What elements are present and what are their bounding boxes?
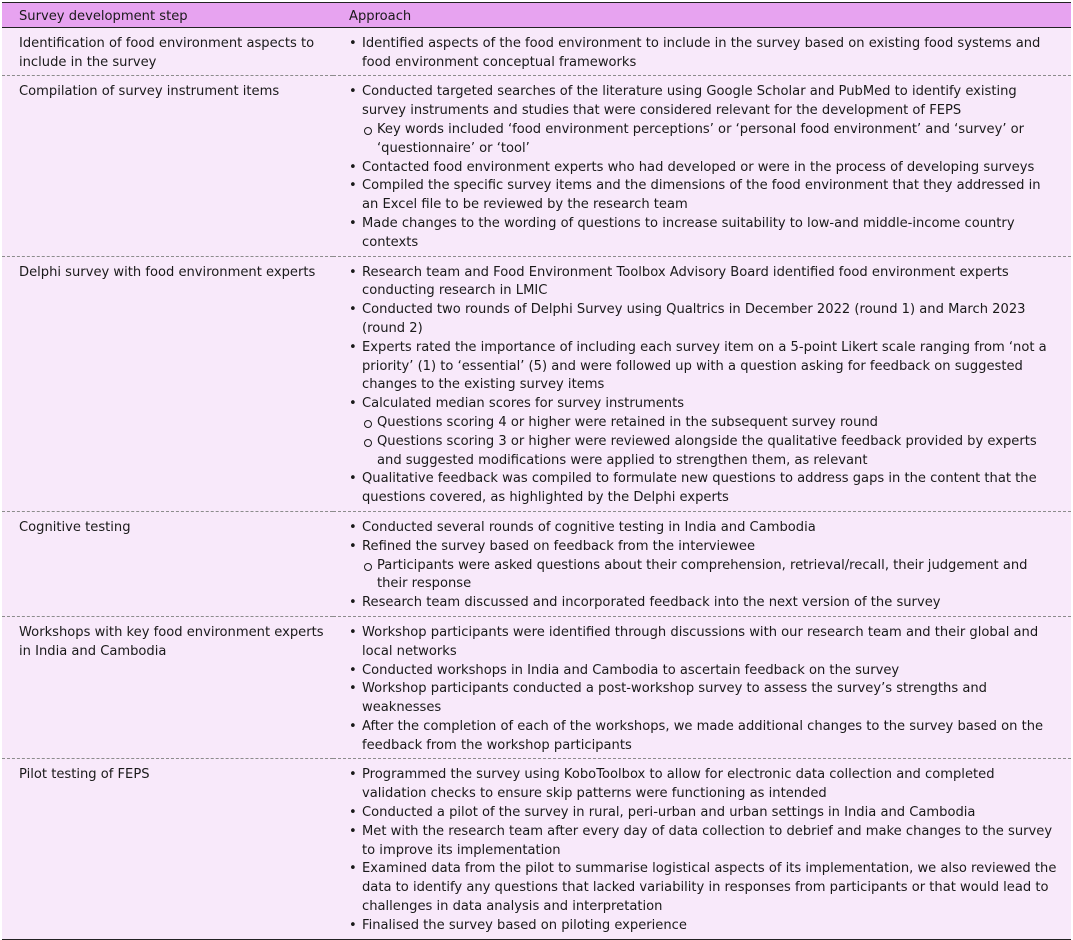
list-item: • Programmed the survey using KoboToolbox to allow for electronic data collection and completed validation checks to ensure skip patterns were functioning as intended <box>349 766 1059 804</box>
list-item: • Made changes to the wording of questions to increase suitability to low-and middle-income country contexts <box>349 215 1059 253</box>
list-item: • Conducted two rounds of Delphi Survey using Qualtrics in December 2022 (round 1) and March 2023 (round 2) <box>349 301 1059 339</box>
approach-list <box>349 35 1059 73</box>
sub-list-item: Key words included ‘food environment perceptions’ or ‘personal food environment’ and ‘survey’ or ‘questionnaire’ or ‘tool’ <box>349 121 1059 159</box>
approach-list <box>349 766 1059 935</box>
table-row <box>2 759 1071 939</box>
approach-cell <box>333 616 1071 759</box>
list-item: • Workshop participants conducted a post-workshop survey to assess the survey’s strengths and weaknesses <box>349 680 1059 718</box>
step-cell: Cognitive testing <box>2 511 333 616</box>
list-item: • Met with the research team after every day of data collection to debrief and make changes to the survey to improve its implementation <box>349 823 1059 861</box>
list-item: • Research team discussed and incorporated feedback into the next version of the survey <box>349 594 1059 613</box>
approach-cell <box>333 256 1071 511</box>
approach-cell <box>333 27 1071 76</box>
step-cell: Delphi survey with food environment experts <box>2 256 333 511</box>
list-item: • Research team and Food Environment Toolbox Advisory Board identified food environment experts conducting research in LMIC <box>349 264 1059 302</box>
table-row <box>2 511 1071 616</box>
sub-list <box>349 557 1059 595</box>
approach-list <box>349 519 1059 613</box>
list-item: • Experts rated the importance of including each survey item on a 5-point Likert scale ranging from ‘not a priority’ (1) to ‘essential’ (5) and were followed up with a question asking for feedback on suggested changes to the existing survey items <box>349 339 1059 395</box>
list-item: • Compiled the specific survey items and the dimensions of the food environment that they addressed in an Excel file to be reviewed by the research team <box>349 177 1059 215</box>
approach-cell <box>333 76 1071 256</box>
list-item: • Conducted a pilot of the survey in rural, peri-urban and urban settings in India and Cambodia <box>349 804 1059 823</box>
list-item: • Finalised the survey based on piloting experience <box>349 917 1059 936</box>
approach-list <box>349 264 1059 508</box>
list-item: • After the completion of each of the workshops, we made additional changes to the survey based on the feedback from the workshop participants <box>349 718 1059 756</box>
approach-list <box>349 624 1059 756</box>
step-cell: Compilation of survey instrument items <box>2 76 333 256</box>
table-row <box>2 27 1071 76</box>
table-row <box>2 256 1071 511</box>
list-item: • Contacted food environment experts who had developed or were in the process of developing surveys <box>349 159 1059 178</box>
list-item: • Identified aspects of the food environment to include in the survey based on existing food systems and food environment conceptual frameworks <box>349 35 1059 73</box>
list-item: • Refined the survey based on feedback from the interviewee <box>349 538 1059 557</box>
sub-list <box>349 121 1059 159</box>
column-header-approach: Approach <box>333 3 1071 28</box>
table-body <box>2 27 1071 939</box>
sub-list <box>349 414 1059 470</box>
list-item: • Qualitative feedback was compiled to formulate new questions to address gaps in the content that the questions covered, as highlighted by the Delphi experts <box>349 470 1059 508</box>
step-cell: Identification of food environment aspects to include in the survey <box>19 35 315 70</box>
list-item: • Conducted targeted searches of the literature using Google Scholar and PubMed to identify existing survey instruments and studies that were considered relevant for the development of FEPS <box>349 83 1059 121</box>
approach-cell <box>333 511 1071 616</box>
list-item: • Workshop participants were identified through discussions with our research team and their global and local networks <box>349 624 1059 662</box>
sub-list-item: Participants were asked questions about their comprehension, retrieval/recall, their judgement and their response <box>349 557 1059 595</box>
step-cell: Workshops with key food environment experts in India and Cambodia <box>2 616 333 759</box>
sub-list-item: Questions scoring 4 or higher were retained in the subsequent survey round <box>349 414 1059 433</box>
sub-list-item: Questions scoring 3 or higher were reviewed alongside the qualitative feedback provided by experts and suggested modifications were applied to strengthen them, as relevant <box>349 433 1059 471</box>
list-item: • Calculated median scores for survey instruments <box>349 395 1059 414</box>
list-item: • Examined data from the pilot to summarise logistical aspects of its implementation, we also reviewed the data to identify any questions that lacked variability in responses from participants or that would lead to challenges in data analysis and interpretation <box>349 860 1059 916</box>
step-cell: Pilot testing of FEPS <box>2 759 333 939</box>
column-header-step: Survey development step <box>2 3 333 28</box>
table-header-row <box>2 3 1071 28</box>
approach-list <box>349 83 1059 252</box>
survey-development-table <box>2 2 1071 940</box>
table-row <box>2 76 1071 256</box>
list-item: • Conducted workshops in India and Cambodia to ascertain feedback on the survey <box>349 662 1059 681</box>
approach-cell <box>333 759 1071 939</box>
list-item: • Conducted several rounds of cognitive testing in India and Cambodia <box>349 519 1059 538</box>
table-row <box>2 616 1071 759</box>
